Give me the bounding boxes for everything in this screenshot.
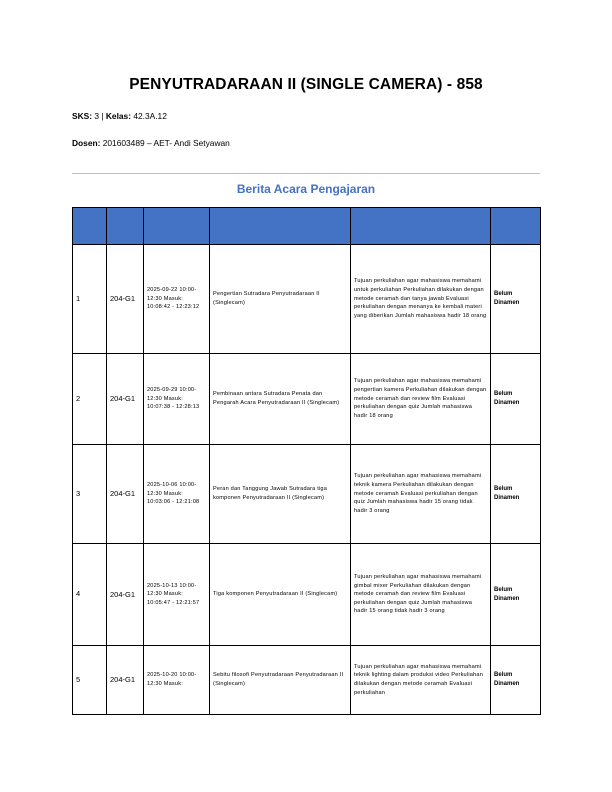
session-description: Tujuan perkuliahan agar mahasiswa memahami teknik lighting dalam produksi video Perkuliahan dilakukan dengan metode ceramah Evaluasi perkuliahan bbox=[351, 646, 491, 715]
status-cell: Belum Dinamen bbox=[491, 354, 541, 445]
header-cell-status bbox=[491, 208, 541, 245]
document-title: PENYUTRADARAAN II (SINGLE CAMERA) - 858 bbox=[129, 76, 483, 93]
kelas-value: 42.3A.12 bbox=[133, 111, 167, 121]
dosen-value: 201603489 – AET- Andi Setyawan bbox=[102, 138, 230, 148]
session-time: 2025-10-06 10:00-12:30 Masuk: 10:03:06 - 12:21:08 bbox=[144, 445, 210, 544]
session-time: 2025-10-13 10:00-12:30 Masuk: 10:05:47 - 12:21:57 bbox=[144, 544, 210, 646]
status-cell: Belum Dinamen bbox=[491, 646, 541, 715]
row-number: 5 bbox=[73, 646, 107, 715]
session-topic: Pembinaan antara Sutradara Penata dan Pengarah Acara Penyutradaraan II (Singlecam) bbox=[210, 354, 351, 445]
room-code: 204-G1 bbox=[107, 445, 144, 544]
row-number: 3 bbox=[73, 445, 107, 544]
table-row bbox=[73, 354, 541, 445]
meta-separator: | bbox=[101, 111, 104, 121]
teaching-record-table bbox=[72, 207, 541, 715]
header-cell-no bbox=[73, 208, 107, 245]
header-cell-metode bbox=[351, 208, 491, 245]
row-number: 2 bbox=[73, 354, 107, 445]
row-number: 4 bbox=[73, 544, 107, 646]
session-topic: Pengertian Sutradara Penyutradaraan II (Singlecam) bbox=[210, 245, 351, 354]
table-header-row bbox=[73, 208, 541, 245]
dosen-line bbox=[72, 138, 230, 148]
table-row bbox=[73, 544, 541, 646]
session-topic: Peran dan Tanggung Jawab Sutradara tiga komponen Penyutradaraan II (Singlecam) bbox=[210, 445, 351, 544]
section-title: Berita Acara Pengajaran bbox=[236, 182, 376, 196]
status-cell: Belum Dinamen bbox=[491, 245, 541, 354]
status-cell: Belum Dinamen bbox=[491, 544, 541, 646]
horizontal-divider bbox=[72, 173, 540, 174]
kelas-label: Kelas: bbox=[105, 111, 131, 121]
sks-value: 3 bbox=[94, 111, 100, 121]
header-cell-waktu bbox=[144, 208, 210, 245]
header-cell-kode bbox=[107, 208, 144, 245]
row-number: 1 bbox=[73, 245, 107, 354]
room-code: 204-G1 bbox=[107, 245, 144, 354]
session-description: Tujuan perkuliahan agar mahasiswa memahami gimbal mixer Perkuliahan dilakukan dengan metode ceramah dan review film Evaluasi perkuliahan dengan quiz Jumlah mahasiswa hadir 15 orang tidak hadir 3 orang bbox=[351, 544, 491, 646]
sks-label: SKS: bbox=[72, 111, 93, 121]
table-row bbox=[73, 245, 541, 354]
table-row bbox=[73, 646, 541, 715]
session-topic: Sebitu filosofi Penyutradaraan Penyutradaraan II (Singlecam) bbox=[210, 646, 351, 715]
session-description: Tujuan perkuliahan agar mahasiswa memahami teknik kamera Perkuliahan dilakukan dengan metode ceramah Evaluasi perkuliahan dengan quiz Jumlah mahasiswa hadir 15 orang tidak hadir 3 orang bbox=[351, 445, 491, 544]
room-code: 204-G1 bbox=[107, 646, 144, 715]
status-cell: Belum Dinamen bbox=[491, 445, 541, 544]
session-topic: Tiga komponen Penyutradaraan II (Singlecam) bbox=[210, 544, 351, 646]
session-time: 2025-09-29 10:00-12:30 Masuk: 10:07:38 - 12:28:13 bbox=[144, 354, 210, 445]
sks-kelas-line bbox=[72, 111, 167, 121]
session-description: Tujuan perkuliahan agar mahasiswa memahami untuk perkuliahan Perkuliahan dilakukan dengan metode ceramah dan tanya jawab Evaluasi perkuliahan dengan menanya ke kembali materi yang diberikan Jumlah mahasiswa hadir 18 orang bbox=[351, 245, 491, 354]
dosen-label: Dosen: bbox=[72, 138, 101, 148]
room-code: 204-G1 bbox=[107, 544, 144, 646]
table-row bbox=[73, 445, 541, 544]
session-description: Tujuan perkuliahan agar mahasiswa memahami pengertian kamera Perkuliahan dilakukan dengan metode ceramah dan review film Evaluasi perkuliahan dengan quiz Jumlah mahasiswa hadir 18 orang bbox=[351, 354, 491, 445]
room-code: 204-G1 bbox=[107, 354, 144, 445]
header-cell-materi bbox=[210, 208, 351, 245]
session-time: 2025-10-20 10:00-12:30 Masuk: bbox=[144, 646, 210, 715]
session-time: 2025-09-22 10:00-12:30 Masuk: 10:08:42 - 12:23:12 bbox=[144, 245, 210, 354]
